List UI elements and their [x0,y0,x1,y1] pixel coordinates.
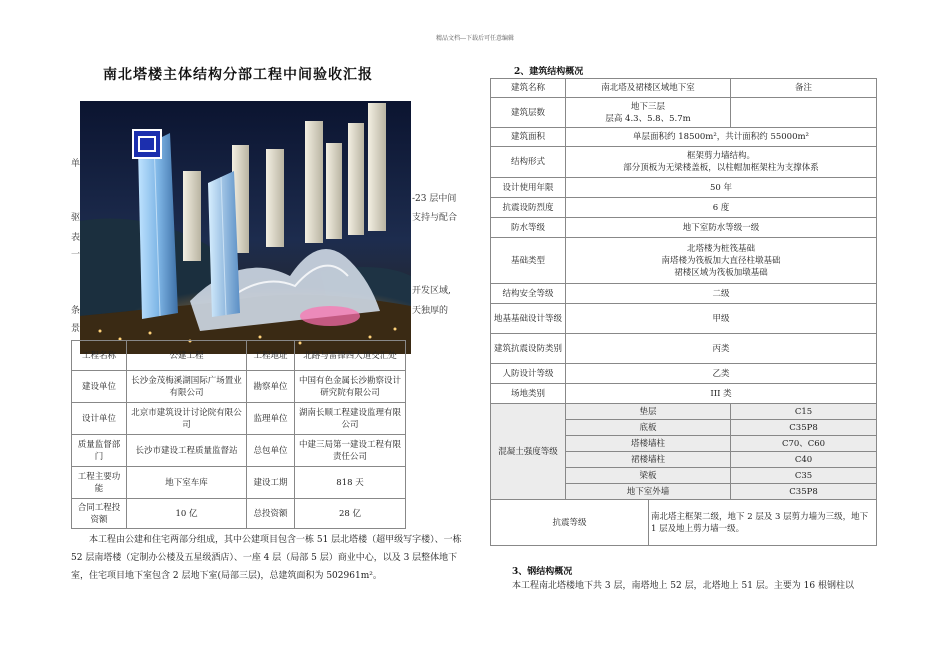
fragment-text: 支持与配合 [412,213,458,223]
steel-text: 本工程南北塔楼地下共 3 层，南塔地上 52 层，北塔地上 51 层。主要为 16 根钢柱以 [512,581,854,591]
row-label: 抗震设防烈度 [491,198,566,218]
row-value: 丙类 [566,334,877,364]
row-value: 甲级 [566,304,877,334]
row-label: 混凝土强度等级 [491,404,566,500]
row-value: 10 亿 [127,499,247,529]
row-label: 抗震等级 [491,500,649,546]
row-value: 28 亿 [295,499,406,529]
structure-overview-table [490,78,877,546]
table-row [491,98,877,128]
row-value: III 类 [566,384,877,404]
fragment-text: 景 [71,324,81,334]
row-value [566,98,731,128]
table-row [491,500,877,546]
fragment-text: 天独厚的 [412,306,449,316]
row-note: 备注 [731,79,877,98]
row-value: 地下室防水等级一级 [566,218,877,238]
fragment-text: 条 [71,306,81,316]
concrete-grade: C35P8 [731,420,877,436]
company-logo [132,129,162,159]
row-value: 公建工程 [127,341,247,371]
fragment-text: 一 [71,250,81,260]
row-value-line: 框架剪力墙结构。 [687,151,756,161]
concrete-grade: C35P8 [731,484,877,500]
concrete-part: 垫层 [566,404,731,420]
table-row [491,364,877,384]
fragment-text: 开发区域, [412,286,451,296]
row-value: 中建三局第一建设工程有限责任公司 [295,435,406,467]
row-value [566,147,877,178]
row-label: 工程名称 [72,341,127,371]
row-value: 二级 [566,284,877,304]
row-label: 场地类别 [491,384,566,404]
row-label: 勘察单位 [247,371,295,403]
row-label: 防水等级 [491,218,566,238]
company-logo-mark [138,136,156,152]
row-value-line: 层高 4.3、5.8、5.7m [605,113,691,124]
row-label: 合同工程投资额 [72,499,127,529]
row-value: 湖南长顺工程建设监理有限公司 [295,403,406,435]
row-value: 中国有色金属长沙勘察设计研究院有限公司 [295,371,406,403]
table-row [491,404,877,420]
row-value: 地下室车库 [127,467,247,499]
table-row [491,198,877,218]
concrete-grade: C35 [731,468,877,484]
table-row [491,128,877,147]
table-row [491,284,877,304]
concrete-part: 梁板 [566,468,731,484]
row-label: 建设工期 [247,467,295,499]
row-value-line: 部分顶板为无梁楼盖板，以柱帽加框架柱为支撑体系 [623,163,819,173]
concrete-grade: C70、C60 [731,436,877,452]
page-title: 南北塔楼主体结构分部工程中间验收汇报 [103,67,373,83]
concrete-part: 塔楼墙柱 [566,436,731,452]
row-label: 建筑名称 [491,79,566,98]
fragment-text: 单 [71,159,81,169]
row-label: 监理单位 [247,403,295,435]
intro-text: 本工程由公建和住宅两部分组成，其中公建项目包含一栋 51 层北塔楼（超甲级写字楼）、一栋 52 层南塔楼（定制办公楼及五星级酒店）、一座 4 层（局部 5 层）商业中心，以及 3 层整体地下室，住宅项目地下室包含 2 层地下室(局部三层)，总建筑面积为 502961m²。 [71,535,462,581]
intro-paragraph [71,531,471,585]
fragment-text: 表 [71,233,81,243]
table-row [491,334,877,364]
concrete-grade: C40 [731,452,877,468]
table-row [72,403,406,435]
project-info-table [71,340,406,529]
row-label: 设计单位 [72,403,127,435]
section-heading-structure: 2、建筑结构概况 [514,67,584,77]
table-row [72,371,406,403]
fragment-text: 驱 [71,213,81,223]
concrete-part: 裙楼墙柱 [566,452,731,468]
row-label: 结构形式 [491,147,566,178]
concrete-part: 地下室外墙 [566,484,731,500]
row-value-line: 南塔楼为筏板加大直径柱墩基础 [661,255,781,266]
row-value [566,238,877,284]
row-label: 建设单位 [72,371,127,403]
table-row [72,499,406,529]
row-value: 北路与雷锋西大道交汇处 [295,341,406,371]
table-row [72,467,406,499]
row-label: 基础类型 [491,238,566,284]
steel-paragraph [512,577,892,595]
fragment-text: -23 层中间 [412,194,457,204]
row-value: 单层面积约 18500m²，共计面积约 55000m² [566,128,877,147]
concrete-grade: C15 [731,404,877,420]
row-label: 结构安全等级 [491,284,566,304]
row-label: 总投资额 [247,499,295,529]
row-value-line: 裙楼区域为筏板加墩基础 [674,267,768,278]
row-value: 50 年 [566,178,877,198]
row-value-line: 北塔楼为桩筏基础 [687,243,756,254]
table-row [491,218,877,238]
row-label: 地基基础设计等级 [491,304,566,334]
row-label: 质量监督部门 [72,435,127,467]
row-value: 南北塔主框架二级，地下 2 层及 3 层剪力墙为三级，地下 1 层及地上剪力墙一级。 [649,500,877,546]
row-label: 工程主要功能 [72,467,127,499]
row-label: 建筑面积 [491,128,566,147]
row-label: 人防设计等级 [491,364,566,384]
row-value: 长沙金茂梅溪湖国际广场置业有限公司 [127,371,247,403]
section-heading-steel: 3、钢结构概况 [512,567,573,577]
table-row [491,147,877,178]
row-value: 乙类 [566,364,877,384]
concrete-part: 底板 [566,420,731,436]
table-row [491,79,877,98]
row-value: 南北塔及裙楼区域地下室 [566,79,731,98]
row-value: 长沙市建设工程质量监督站 [127,435,247,467]
row-value: 北京市建筑设计讨论院有限公司 [127,403,247,435]
row-value-line: 地下三层 [631,101,666,112]
row-label: 建筑层数 [491,98,566,128]
table-row [72,435,406,467]
row-label: 建筑抗震设防类别 [491,334,566,364]
row-value: 6 度 [566,198,877,218]
table-row [491,178,877,198]
row-label: 总包单位 [247,435,295,467]
table-row [72,341,406,371]
rendering-illustration [80,101,411,354]
row-note [731,98,877,128]
row-label: 工程地址 [247,341,295,371]
row-label: 设计使用年限 [491,178,566,198]
project-rendering-image [80,101,411,354]
header-note: 精品文档---下载后可任意编辑 [435,35,515,42]
row-value: 818 天 [295,467,406,499]
table-row [491,238,877,284]
table-row [491,384,877,404]
table-row [491,304,877,334]
